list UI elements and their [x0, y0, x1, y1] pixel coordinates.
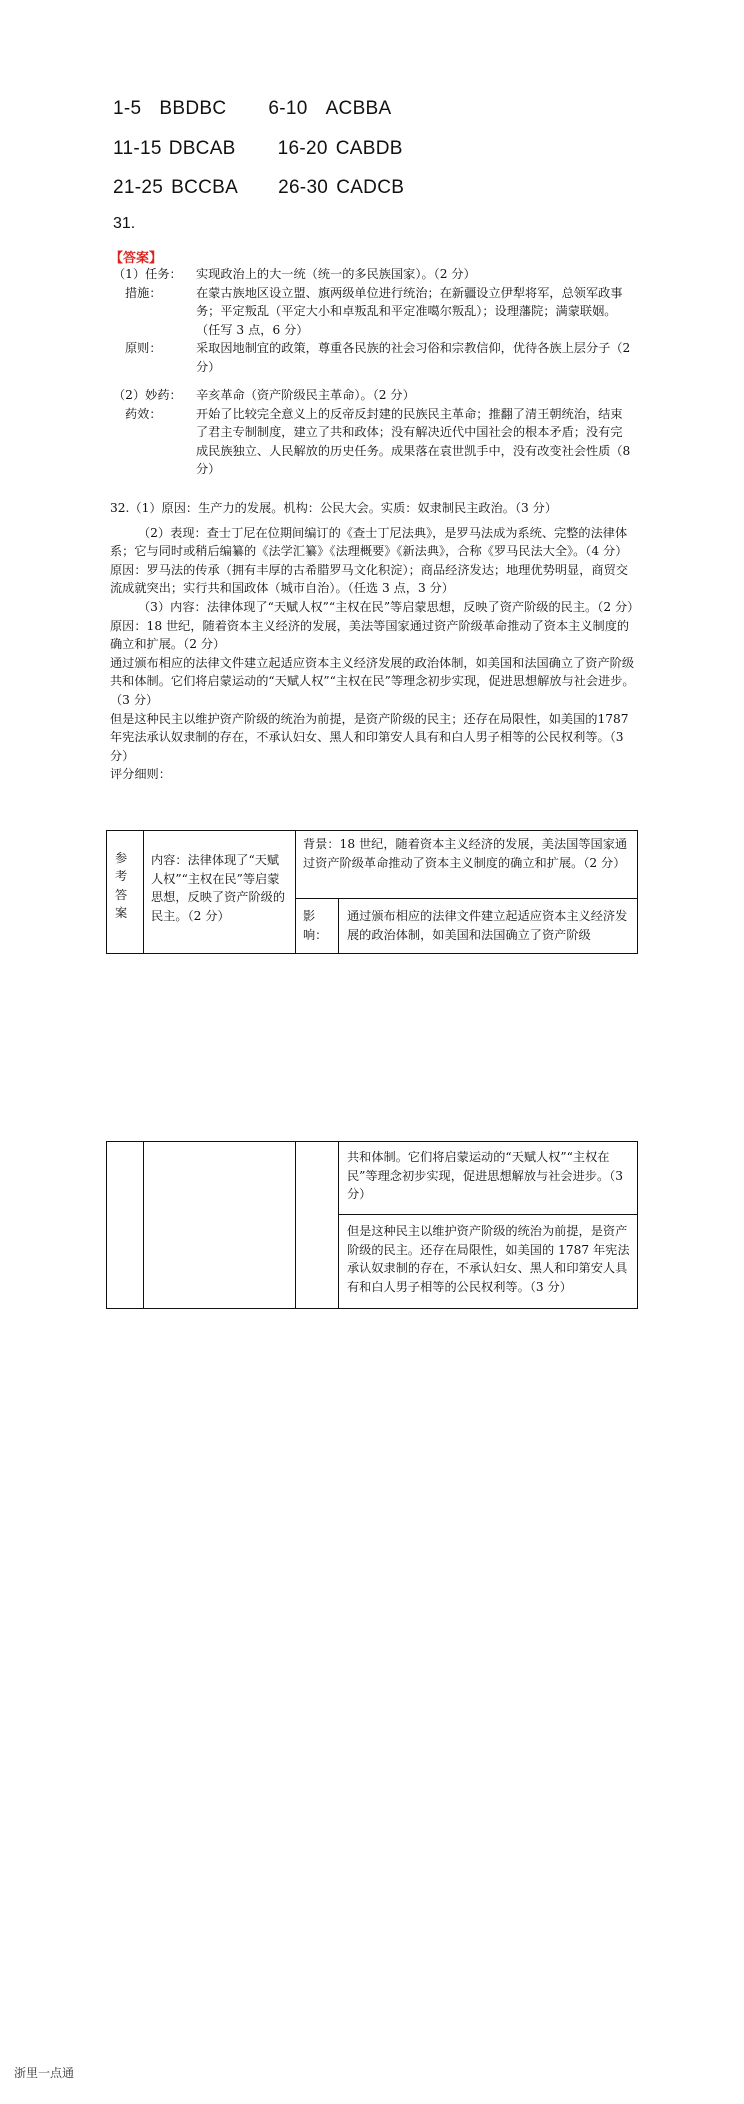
content-cell: 内容：法律体现了“天赋人权”“主权在民”等启蒙思想，反映了资产阶级的民主。（2 分） [151, 853, 286, 923]
question-31-number: 31. [113, 215, 136, 232]
rubric-label: 评分细则： [110, 767, 171, 782]
q32-line: （2）表现：查士丁尼在位期间编订的《查士丁尼法典》，是罗马法成为系统、完整的法律体系；它与同时或稍后编纂的《法学汇纂》《法理概要》《新法典》，合称《罗马民法大全》。（4 分） [110, 525, 628, 559]
q32-line: （3）内容：法律体现了“天赋人权”“主权在民”等启蒙思想，反映了资产阶级的民主。（2 分） [138, 599, 640, 614]
answer-row: 1-5 BBDBC 6-10 ACBBA [113, 98, 392, 119]
q32-line: 但是这种民主以维护资产阶级的统治为前提，是资产阶级的民主；还存在局限性，如美国的1787 年宪法承认奴隶制的存在，不承认妇女、黑人和印第安人具有和白人男子相等的公民权利等。（3 分） [110, 711, 629, 763]
answer-row: 21-25 BCCBA 26-30 CADCB [113, 177, 405, 198]
remedy-text: 辛亥革命（资产阶级民主革命）。（2 分） [196, 388, 415, 402]
q32-line: 原因：18 世纪，随着资本主义经济的发展，美法等国家通过资产阶级革命推动了资本主义制度的确立和扩展。（2 分） [110, 618, 630, 652]
task-label: （1）任务： [113, 267, 182, 281]
q31-part1 [113, 265, 633, 377]
principle-label: 原则： [125, 341, 162, 356]
impact-label: 影响： [303, 909, 328, 942]
effect-text: 开始了比较完全意义上的反帝反封建的民族民主革命；推翻了清王朝统治，结束了君主专制制度，建立了共和政体；没有解决近代中国社会的根本矛盾；没有完成民族独立、人民解放的历史任务。成果落在袁世凯手中，没有改变社会性质（8 分） [196, 406, 631, 477]
effect-label: 药效： [125, 406, 162, 421]
q31-part2 [113, 386, 633, 479]
answer-row: 11-15 DBCAB 16-20 CABDB [113, 138, 403, 159]
q32-block [110, 499, 640, 784]
measures-text: 在蒙古族地区设立盟、旗两级单位进行统治；在新疆设立伊犁将军，总领军政事务；平定叛乱（平定大小和卓叛乱和平定准噶尔叛乱）；设理藩院；满蒙联姻。（任写 3 点，6 分） [196, 285, 623, 337]
rubric-table [106, 830, 638, 954]
task-text: 实现政治上的大一统（统一的多民族国家）。（2 分） [196, 267, 476, 281]
q32-line: 原因：罗马法的传承（拥有丰厚的古希腊罗马文化积淀）；商品经济发达；地理优势明显，商贸交流成就突出；实行共和国政体（城市自治）。（任选 3 点，3 分） [110, 562, 628, 596]
measures-label: 措施： [125, 285, 162, 300]
answer-tag: 【答案】 [110, 251, 163, 266]
background-cell: 背景：18 世纪，随着资本主义经济的发展，美法国等国家通过资产阶级革命推动了资本主义制度的确立和扩展。（2 分） [303, 837, 628, 870]
impact-cell: 通过颁布相应的法律文件建立起适应资本主义经济发展的政治体制，如美国和法国确立了资产阶级 [347, 909, 628, 942]
continued-cell: 但是这种民主以维护资产阶级的统治为前提，是资产阶级的民主。还存在局限性，如美国的 1787 年宪法承认奴隶制的存在，不承认妇女、黑人和印第安人具有和白人男子相等的公民权利等。（3 分） [347, 1224, 630, 1294]
reference-answer-label: 参考答案 [115, 851, 128, 921]
rubric-table-continued [106, 1141, 638, 1309]
footer-watermark: 浙里一点通 [14, 2066, 75, 2080]
q32-line: 通过颁布相应的法律文件建立起适应资本主义经济发展的政治体制，如美国和法国确立了资产阶级共和体制。它们将启蒙运动的“天赋人权”“主权在民”等理念初步实现，促进思想解放与社会进步。（3 分） [110, 655, 635, 707]
remedy-label: （2）妙药： [113, 388, 182, 402]
principle-text: 采取因地制宜的政策，尊重各民族的社会习俗和宗教信仰，优待各族上层分子（2 分） [196, 341, 631, 374]
continued-cell: 共和体制。它们将启蒙运动的“天赋人权”“主权在民”等理念初步实现，促进思想解放与社会进步。（3 分） [347, 1150, 624, 1202]
q32-line: 32.（1）原因：生产力的发展。机构：公民大会。实质：奴隶制民主政治。（3 分） [110, 501, 558, 515]
